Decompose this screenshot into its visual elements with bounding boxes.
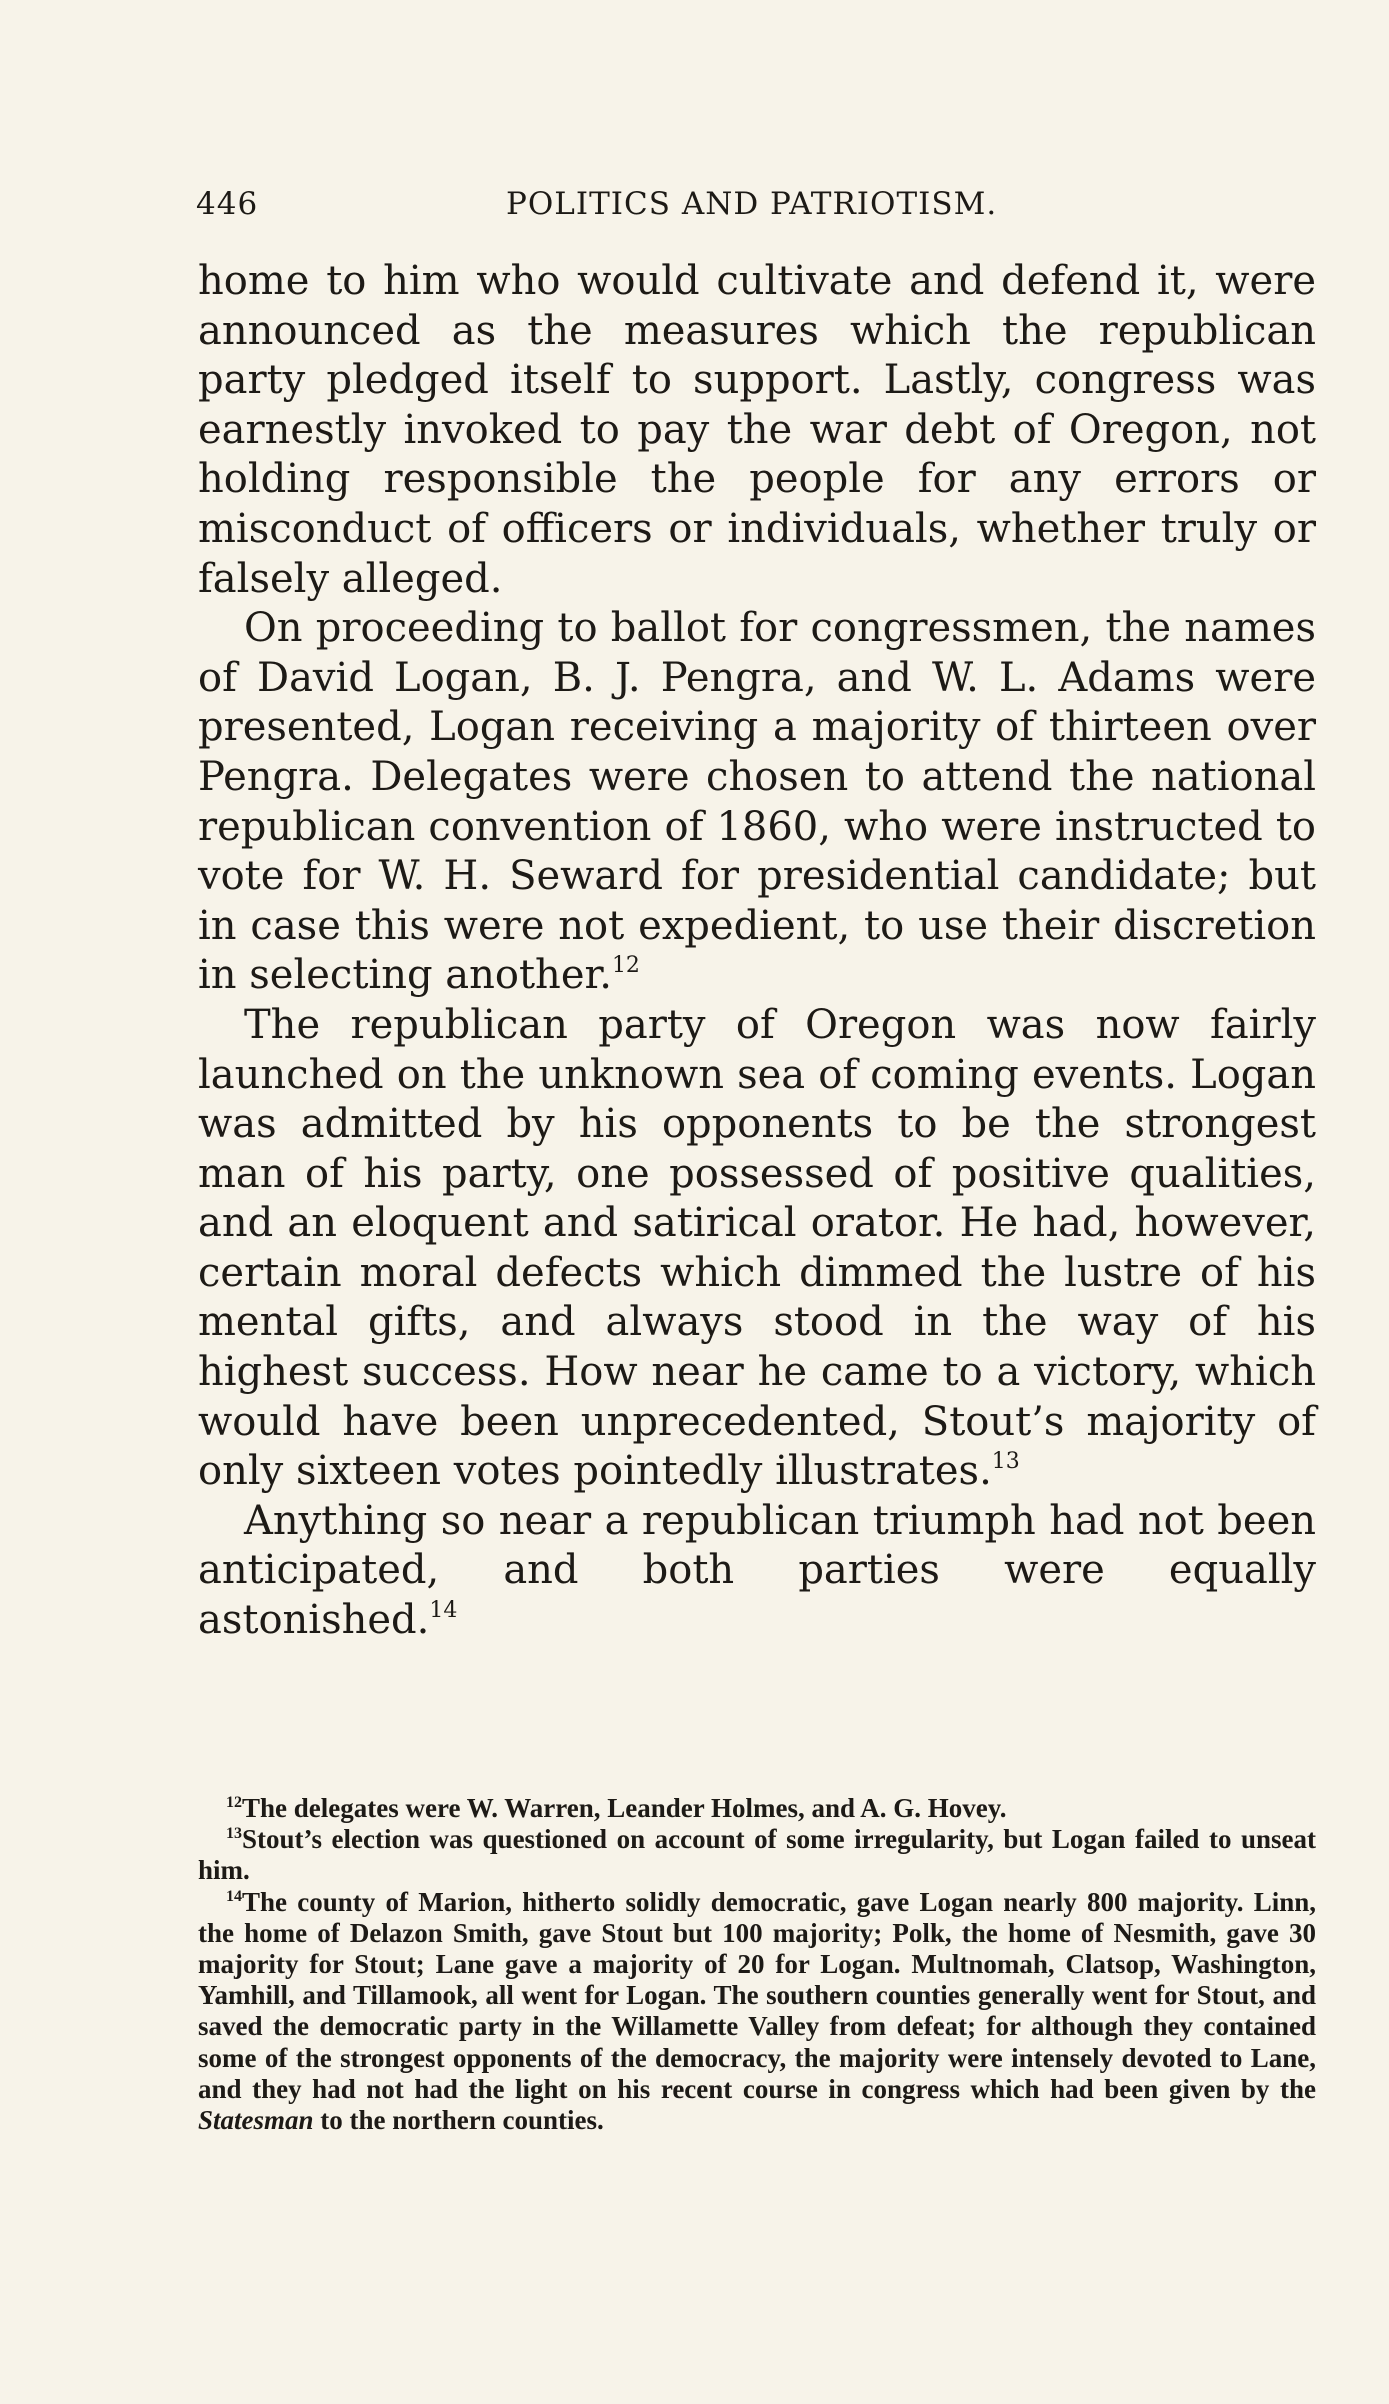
paragraph-3-text: The republican party of Oregon was now fairly launched on the unknown sea of coming events. Logan was admitted by his opponents to be the strongest man of his party, one possessed of positive qualities, and an eloquent and satirical orator. He had, however, certain moral defects which dimmed the lustre of his mental gifts, and always stood in the way of his highest success. How near he came to a victory, which would have been unprecedented, Stout’s majority of only sixteen votes pointedly illustrates. [198,1001,1316,1495]
footnote-13-text: Stout’s election was questioned on account of some irregularity, but Logan failed to unseat him. [198,1824,1316,1886]
footnote-12-text: The delegates were W. Warren, Leander Holmes, and A. G. Hovey. [242,1793,1007,1823]
paragraph-2-text: On proceeding to ballot for congressmen, the names of David Logan, B. J. Pengra, and W. L. Adams were presented, Logan receiving a majority of thirteen over Pengra. Delegates were chosen to attend the national republican convention of 1860, who were instructed to vote for W. H. Seward for presidential candidate; but in case this were not expedient, to use their discretion in selecting another. [198,605,1316,999]
footnote-14-text-a: The county of Marion, hitherto solidly democratic, gave Logan nearly 800 majority. Linn, the home of Delazon Smith, gave Stout but 100 majority; Polk, the home of Nesmith, gave 30 majority for Stout; Lane gave a majority of 20 for Logan. Multnomah, Clatsop, Washington, Yamhill, and Tillamook, all went for Logan. The southern counties generally went for Stout, and saved the democratic party in the Willamette Valley from defeat; for although they contained some of the strongest opponents of the democracy, the majority were intensely devoted to Lane, and they had not had the light on his recent course in congress which had been given by the [198,1886,1316,2104]
footnote-13 [198,1824,1316,1886]
paragraph-2 [198,604,1316,1001]
footnote-12-mark: 12 [226,1794,242,1811]
paragraph-1 [198,257,1316,604]
page-header [196,186,1316,230]
paragraph-4 [198,1497,1316,1646]
body-text [198,257,1316,1646]
footnote-ref-12: 12 [611,953,640,979]
footnote-13-mark: 13 [226,1825,242,1843]
page-number: 446 [196,186,259,222]
footnote-12 [198,1793,1316,1824]
paragraph-1-text: home to him who would cultivate and defend it, were announced as the measures which the republican party pledged itself to support. Lastly, congress was earnestly invoked to pay the war debt of Oregon, not holding responsible the people for any errors or misconduct of officers or individuals, whether truly or falsely alleged. [198,258,1316,602]
footnote-14-italic-title: Statesman [198,2105,314,2136]
footnote-14 [198,1887,1316,2137]
paragraph-4-text: Anything so near a republican triumph had not been anticipated, and both parties were equally astonished. [198,1497,1316,1644]
footnote-ref-13: 13 [991,1449,1020,1475]
footnotes [198,1793,1316,2136]
running-title: POLITICS AND PATRIOTISM. [506,186,998,222]
paragraph-3 [198,1001,1316,1497]
footnote-14-text-b: to the northern counties. [313,2105,604,2136]
footnote-14-mark: 14 [226,1887,242,1905]
footnote-ref-14: 14 [429,1598,458,1624]
